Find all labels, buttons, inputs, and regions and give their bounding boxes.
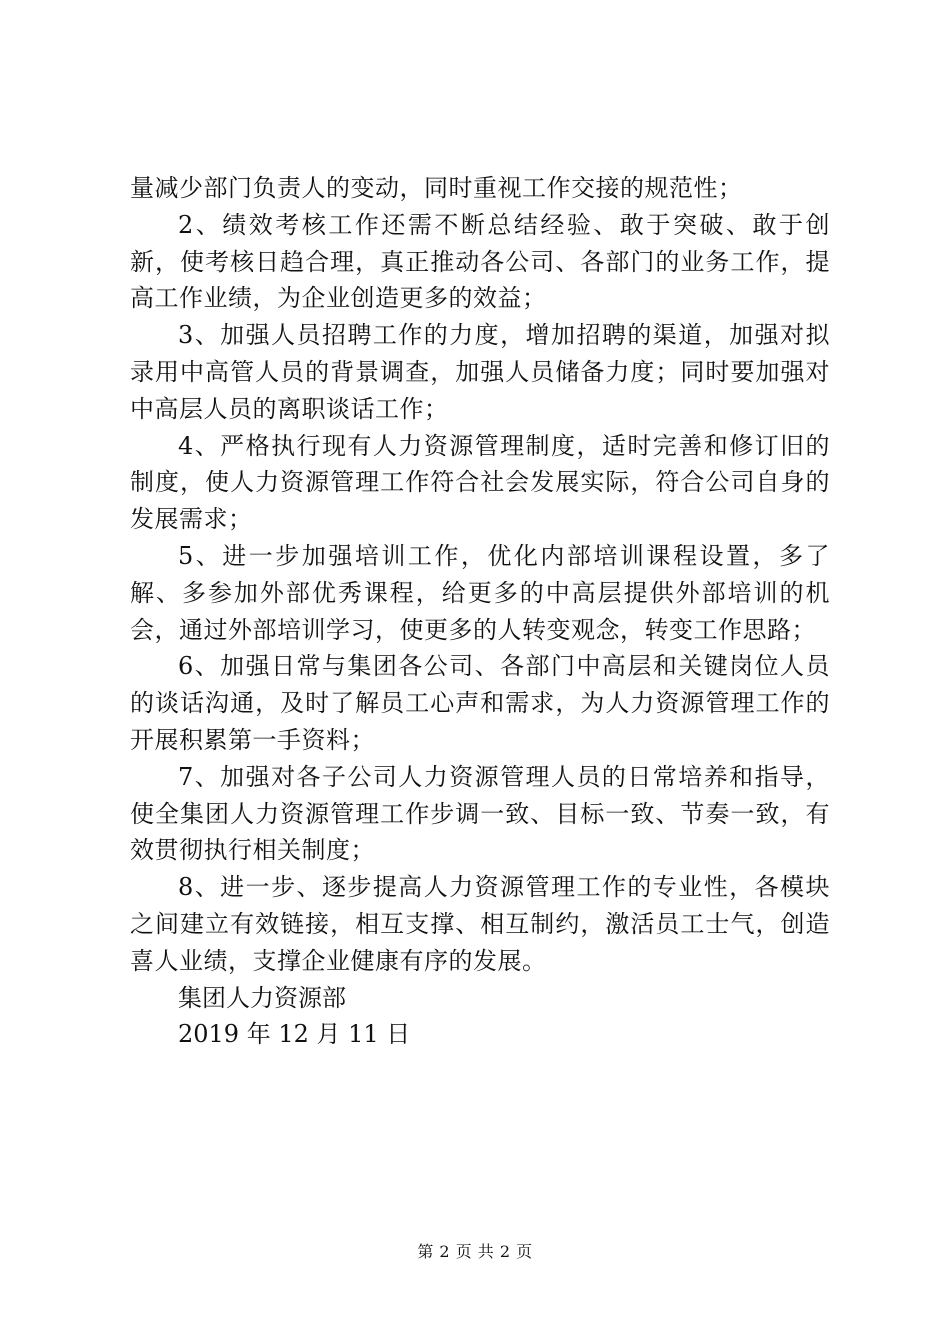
paragraph-item-3: 3、加强人员招聘工作的力度，增加招聘的渠道，加强对拟录用中高管人员的背景调查，加强人员储备力度；同时要加强对中高层人员的离职谈话工作； xyxy=(130,321,830,423)
signature-date: 2019 年 12 月 11 日 xyxy=(178,1020,411,1049)
paragraph-item-2: 2、绩效考核工作还需不断总结经验、敢于突破、敢于创新，使考核日趋合理，真正推动各公司、各部门的业务工作，提高工作业绩，为企业创造更多的效益； xyxy=(130,210,830,313)
paragraph-item-5: 5、进一步加强培训工作，优化内部培训课程设置，多了解、多参加外部优秀课程，给更多的中高层提供外部培训的机会，通过外部培训学习，使更多的人转变观念，转变工作思路； xyxy=(130,541,830,644)
paragraph-continuation: 量减少部门负责人的变动，同时重视工作交接的规范性； xyxy=(130,174,743,202)
paragraph-item-7: 7、加强对各子公司人力资源管理人员的日常培养和指导，使全集团人力资源管理工作步调一致、目标一致、节奏一致，有效贯彻执行相关制度； xyxy=(130,762,830,865)
document-body xyxy=(130,170,830,1053)
paragraph-item-6: 6、加强日常与集团各公司、各部门中高层和关键岗位人员的谈话沟通，及时了解员工心声和需求，为人力资源管理工作的开展积累第一手资料； xyxy=(130,652,830,754)
page-footer: 第 2 页 共 2 页 xyxy=(417,1242,533,1261)
paragraph-item-8: 8、进一步、逐步提高人力资源管理工作的专业性，各模块之间建立有效链接，相互支撑、相互制约，激活员工士气，创造喜人业绩，支撑企业健康有序的发展。 xyxy=(130,873,830,975)
signature-department: 集团人力资源部 xyxy=(178,983,346,1012)
paragraph-item-4: 4、严格执行现有人力资源管理制度，适时完善和修订旧的制度，使人力资源管理工作符合社会发展实际，符合公司自身的发展需求； xyxy=(130,431,830,534)
